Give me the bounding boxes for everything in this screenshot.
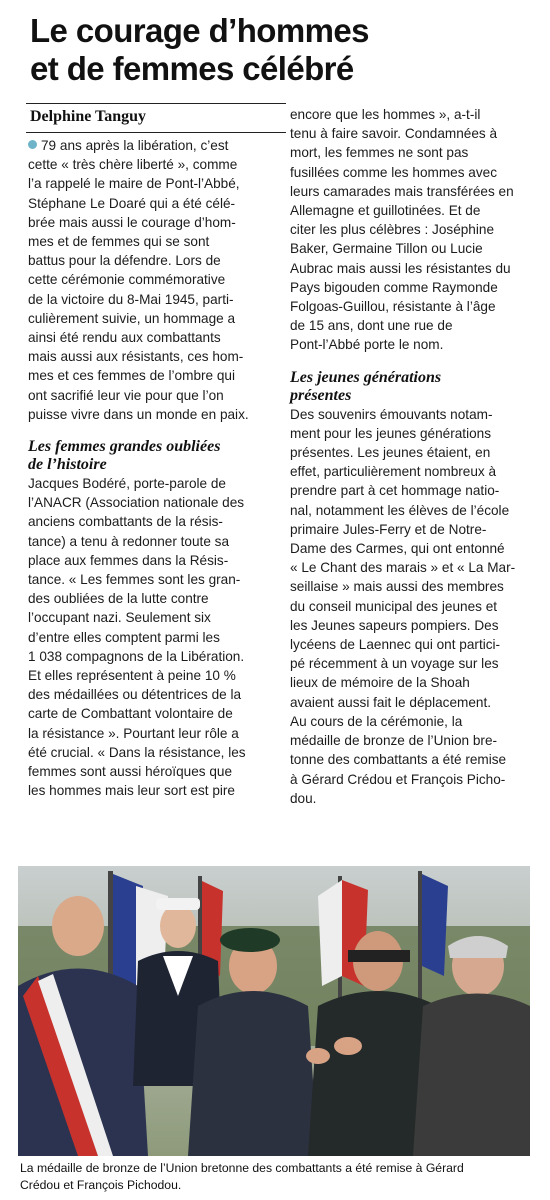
text-line: Dame des Carmes, qui ont entonné — [290, 541, 505, 557]
text-line: de la victoire du 8-Mai 1945, parti- — [28, 291, 234, 307]
text-line: tenu à faire savoir. Condamnées à — [290, 126, 498, 142]
text-line: médaille de bronze de l’Union bre- — [290, 733, 498, 749]
text-line: cette « très chère liberté », comme — [28, 157, 238, 173]
text-line: anciens combattants de la résis- — [28, 514, 223, 530]
text-line: carte de Combattant volontaire de — [28, 706, 233, 722]
right-column — [290, 105, 538, 808]
spacer — [290, 355, 538, 369]
text-line-content: 79 ans après la libération, c’est — [41, 138, 229, 153]
text-line: place aux femmes dans la Résis- — [28, 552, 229, 568]
text-line: Allemagne et guillotinées. Et de — [290, 203, 481, 219]
ceremony-photo-illustration — [18, 866, 530, 1156]
text-line: lieux de mémoire de la Shoah — [290, 675, 470, 691]
spacer — [28, 424, 273, 438]
text-line: Stéphane Le Doaré qui a été célé- — [28, 195, 236, 211]
text-line: Des souvenirs émouvants notam- — [290, 406, 493, 422]
text-line: mes et ces femmes de l’ombre qui — [28, 368, 236, 384]
text-line: du conseil municipal des jeunes et — [290, 598, 498, 614]
text-line: encore que les hommes », a-t-il — [290, 107, 481, 122]
headline-line: et de femmes célébré — [30, 50, 354, 87]
text-line: citer les plus célèbres : Joséphine — [290, 222, 495, 238]
text-line: leurs camarades mais transférées en — [290, 183, 514, 199]
author-byline: Delphine Tanguy — [30, 108, 147, 125]
divider — [26, 103, 286, 104]
text-line: présentes. Les jeunes étaient, en — [290, 445, 491, 461]
text-line: Jacques Bodéré, porte-parole de — [28, 476, 226, 492]
left-column — [28, 136, 273, 801]
headline-line: Le courage d’hommes — [30, 12, 369, 49]
text-line: tonne des combattants a été remise — [290, 752, 507, 768]
text-line: Aubrac mais aussi les résistantes du — [290, 260, 511, 276]
text-line: femmes sont aussi héroïques que — [28, 764, 233, 780]
subhead-line: présentes — [290, 386, 352, 404]
text-line: Folgoas-Guillou, résistante à l’âge — [290, 299, 496, 315]
section-subhead — [28, 438, 273, 474]
text-line — [28, 136, 273, 155]
text-line: des médaillées ou détentrices de la — [28, 687, 242, 703]
section-subhead — [290, 369, 538, 405]
text-line: fusillées comme les hommes avec — [290, 164, 497, 180]
ceremony-photo — [18, 866, 530, 1156]
text-line: ont sacrifié leur vie pour que l’on — [28, 387, 224, 403]
text-line: Au cours de la cérémonie, la — [290, 713, 463, 729]
text-line: culièrement suivie, un hommage a — [28, 310, 236, 326]
text-line: de 15 ans, dont une rue de — [290, 318, 453, 334]
text-line: Pays bigouden comme Raymonde — [290, 279, 498, 295]
text-line: avaient aussi fait le déplacement. — [290, 694, 492, 710]
text-line: puisse vivre dans un monde en paix. — [28, 406, 249, 422]
divider — [26, 132, 286, 133]
text-line: mort, les femmes ne sont pas — [290, 145, 469, 161]
text-line: l’ANACR (Association nationale des — [28, 495, 245, 511]
text-line: mes et de femmes qui se sont — [28, 234, 210, 250]
caption-line: Crédou et François Pichodou. — [20, 1178, 182, 1192]
bullet-icon — [28, 140, 37, 149]
intro-paragraph — [28, 136, 273, 424]
text-line: des oubliées de la lutte contre — [28, 591, 209, 607]
text-line: cette cérémonie commémorative — [28, 272, 226, 288]
text-line: les hommes mais leur sort est pire — [28, 783, 235, 799]
text-line: nal, notamment les élèves de l’école — [290, 502, 510, 518]
text-line: pé récemment à un voyage sur les — [290, 656, 499, 672]
text-line: effet, particulièrement nombreux à — [290, 464, 497, 480]
text-line: brée mais aussi le courage d’hom- — [28, 214, 236, 230]
text-line: battus pour la défendre. Lors de — [28, 253, 221, 269]
text-line: tance) a tenu à redonner toute sa — [28, 533, 230, 549]
text-line: Baker, Germaine Tillon ou Lucie — [290, 241, 483, 257]
continuation-paragraph — [290, 105, 538, 355]
text-line: été crucial. « Dans la résistance, les — [28, 744, 246, 760]
text-line: lycéens de Laennec qui ont partici- — [290, 637, 501, 653]
body-paragraph — [28, 474, 273, 800]
subhead-line: Les femmes grandes oubliées — [28, 438, 221, 456]
body-paragraph — [290, 405, 538, 808]
text-line: 1 038 compagnons de la Libération. — [28, 648, 245, 664]
text-line: l’a rappelé le maire de Pont-l’Abbé, — [28, 176, 240, 192]
text-line: ment pour les jeunes générations — [290, 425, 492, 441]
text-line: dou. — [290, 790, 317, 806]
photo-caption — [20, 1160, 535, 1194]
text-line: seillaise » mais aussi des membres — [290, 579, 504, 595]
text-line: à Gérard Crédou et François Picho- — [290, 771, 506, 787]
subhead-line: de l’histoire — [28, 456, 107, 474]
text-line: tance. « Les femmes sont les gran- — [28, 572, 241, 588]
text-line: les Jeunes sapeurs pompiers. Des — [290, 617, 499, 633]
text-line: Et elles représentent à peine 10 % — [28, 668, 236, 684]
text-line: mais aussi aux résistants, ces hom- — [28, 349, 244, 365]
headline — [30, 12, 530, 88]
text-line: ainsi été rendu aux combattants — [28, 330, 221, 346]
text-line: primaire Jules-Ferry et de Notre- — [290, 521, 487, 537]
text-line: d’entre elles comptent parmi les — [28, 629, 220, 645]
text-line: la résistance ». Pourtant leur rôle a — [28, 725, 239, 741]
text-line: Pont-l’Abbé porte le nom. — [290, 337, 444, 353]
text-line: l’occupant nazi. Seulement six — [28, 610, 211, 626]
subhead-line: Les jeunes générations — [290, 368, 442, 386]
caption-line: La médaille de bronze de l’Union bretonne des combattants a été remise à Gérard — [20, 1161, 464, 1175]
text-line: « Le Chant des marais » et « La Mar- — [290, 560, 516, 576]
text-line: prendre part à cet hommage natio- — [290, 483, 500, 499]
